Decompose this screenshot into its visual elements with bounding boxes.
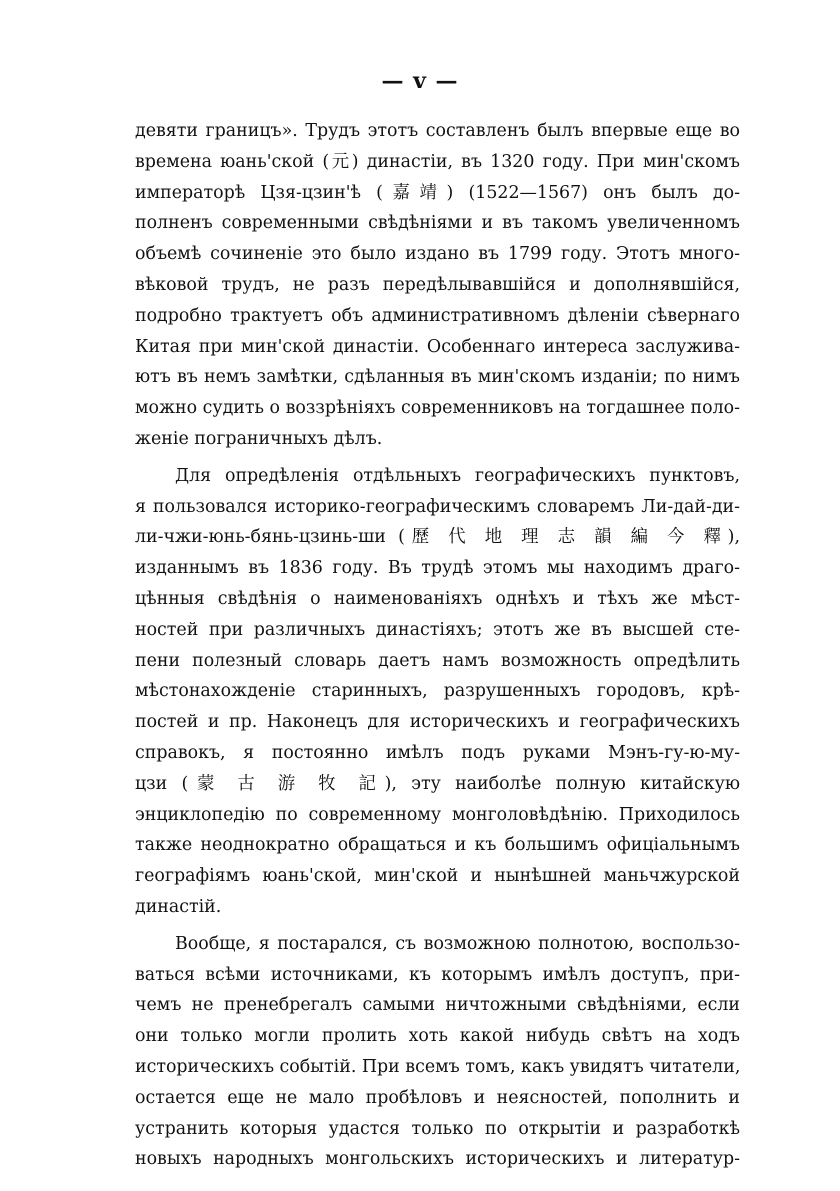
text-line: постей и пр. Наконецъ для историческихъ и географическихъ <box>135 712 740 733</box>
text-line: ваться всѣми источниками, къ которымъ имѣлъ доступъ, при- <box>135 964 740 985</box>
page-number-header: — v — <box>381 68 459 94</box>
text-line: энциклопедію по современному монголовѣдѣнію. Приходилось <box>135 804 740 825</box>
text-line: пени полезный словарь даетъ намъ возможность опредѣлить <box>135 650 740 671</box>
text-line: новыхъ народныхъ монгольскихъ историческихъ и литератур- <box>135 1149 740 1170</box>
text-line: цѣнныя свѣдѣнія о наименованіяхъ однѣхъ и тѣхъ же мѣст- <box>135 588 740 609</box>
text-line: вѣковой трудъ, не разъ передѣлывавшійся и дополнявшійся, <box>135 274 740 295</box>
text-line: историческихъ событій. При всемъ томъ, какъ увидятъ читатели, <box>135 1056 741 1077</box>
text-line: ностей при различныхъ династіяхъ; этотъ же въ высшей сте- <box>135 619 740 640</box>
text-line: времена юань'ской (元) династіи, въ 1320 году. При мин'скомъ <box>135 151 740 172</box>
text-line: Вообще, я постарался, съ возможною полнотою, воспользо- <box>175 933 740 954</box>
body-text <box>135 116 740 1175</box>
text-line: справокъ, я постоянно имѣлъ подъ руками Мэнъ-гу-ю-му- <box>135 742 740 763</box>
text-line: чемъ не пренебрегалъ самыми ничтожными свѣдѣніями, если <box>135 995 740 1016</box>
text-line: я пользовался историко-географическимъ словаремъ Ли-дай-ди- <box>135 496 740 517</box>
text-line: географіямъ юань'ской, мин'ской и нынѣшней маньчжурской <box>135 866 740 887</box>
text-line: подробно трактуетъ объ административномъ дѣленіи сѣвернаго <box>135 305 740 326</box>
text-line: устранить которыя удастся только по открытіи и разработкѣ <box>135 1118 740 1139</box>
text-line: они только могли пролить хоть какой нибудь свѣтъ на ходъ <box>135 1026 740 1047</box>
text-line: также неоднократно обращаться и къ большимъ офиціальнымъ <box>135 835 740 856</box>
paragraph-3 <box>135 929 740 1175</box>
paragraph-2 <box>135 461 740 923</box>
text-line: династій. <box>135 896 222 917</box>
text-line: ютъ въ немъ замѣтки, сдѣланныя въ мин'скомъ изданіи; по нимъ <box>135 367 740 388</box>
text-line: мѣстонахожденіе старинныхъ, разрушенныхъ городовъ, крѣ- <box>135 681 740 702</box>
text-line: можно судить о воззрѣніяхъ современниковъ на тогдашнее поло- <box>135 398 740 419</box>
paragraph-1 <box>135 116 740 455</box>
text-line: женіе пограничныхъ дѣлъ. <box>135 428 383 449</box>
text-line: ли-чжи-юнь-бянь-цзинь-ши (歷 代 地 理 志 韻 編 今 釋), <box>135 527 740 548</box>
text-line: императорѣ Цзя-цзин'ѣ (嘉靖) (1522—1567) онъ былъ до- <box>135 182 740 203</box>
text-line: объемѣ сочиненіе это было издано въ 1799 году. Этотъ много- <box>135 244 740 265</box>
text-line: цзи (蒙 古 游 牧 記), эту наиболѣе полную китайскую <box>135 773 740 794</box>
text-line: изданнымъ въ 1836 году. Въ трудѣ этомъ мы находимъ драго- <box>135 558 740 579</box>
text-line: девяти границъ». Трудъ этотъ составленъ былъ впервые еще во <box>135 121 740 141</box>
text-line: Для опредѣленія отдѣльныхъ географическихъ пунктовъ, <box>175 465 740 486</box>
text-line: Китая при мин'ской династіи. Особеннаго интереса заслужива- <box>135 336 740 357</box>
text-line: полненъ современными свѣдѣніями и въ такомъ увеличенномъ <box>135 213 740 234</box>
text-line: остается еще не мало пробѣловъ и неясностей, пополнить и <box>135 1087 740 1108</box>
